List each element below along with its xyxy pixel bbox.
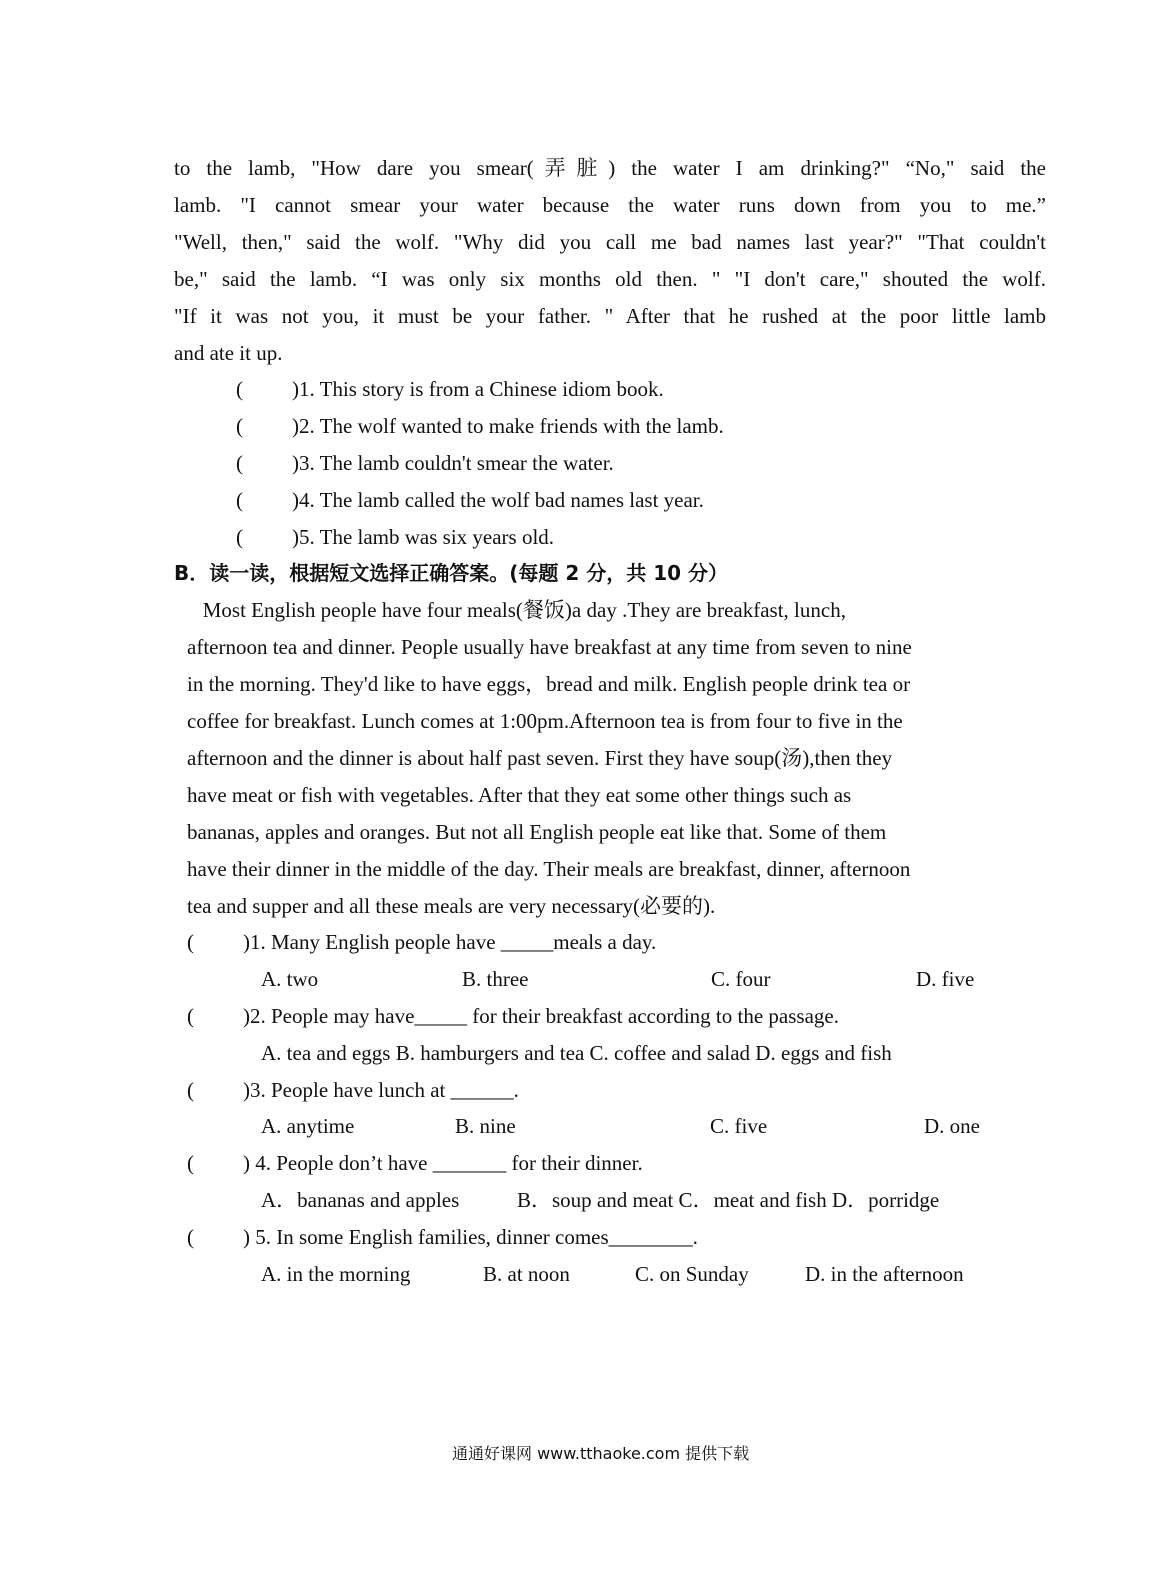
passage-a-line: be," said the lamb. “I was only six months old then. " "I don't care," shouted the wolf. <box>174 267 1046 291</box>
passage-b-line: afternoon and the dinner is about half past seven. First they have soup(汤),then they <box>187 746 893 770</box>
page-footer: 通通好课网 www.tthaoke.com 提供下载 <box>452 1444 750 1463</box>
section-b-heading: B．读一读，根据短文选择正确答案。(每题 2 分，共 10 分） <box>174 561 728 585</box>
passage-b <box>187 592 1047 925</box>
passage-a <box>174 150 1046 372</box>
option-b: B. nine <box>455 1114 516 1138</box>
question-text: ) 4. People don’t have _______ for their dinner. <box>243 1151 643 1175</box>
question-4: ( ) 4. People don’t have _______ for their dinner. <box>187 1151 643 1175</box>
passage-b-line: tea and supper and all these meals are very necessary(必要的). <box>187 894 716 918</box>
options-bcd: B．soup and meat C．meat and fish D．porridge <box>517 1188 940 1212</box>
option-d: D. in the afternoon <box>805 1262 964 1286</box>
passage-b-line: have their dinner in the middle of the day. Their meals are breakfast, dinner, afternoon <box>187 857 911 881</box>
passage-b-line: bananas, apples and oranges. But not all English people eat like that. Some of them <box>187 820 887 844</box>
option-a: A. two <box>261 967 319 991</box>
option-a: A. anytime <box>261 1114 355 1138</box>
true-false-text: )1. This story is from a Chinese idiom book. <box>292 377 664 401</box>
true-false-item-5: ( )5. The lamb was six years old. <box>236 525 555 549</box>
question-5: ( ) 5. In some English families, dinner comes________. <box>187 1225 698 1249</box>
passage-b-line: coffee for breakfast. Lunch comes at 1:00pm.Afternoon tea is from four to five in the <box>187 709 903 733</box>
option-c: C. four <box>711 967 771 991</box>
question-3: ( )3. People have lunch at ______. <box>187 1078 519 1102</box>
passage-b-line: in the morning. They'd like to have eggs，bread and milk. English people drink tea or <box>187 672 911 696</box>
passage-b-line: Most English people have four meals(餐饭)a day .They are breakfast, lunch, <box>187 598 846 622</box>
option-d: D. one <box>924 1114 980 1138</box>
question-text: )3. People have lunch at ______. <box>243 1078 519 1102</box>
passage-b-line: afternoon tea and dinner. People usually have breakfast at any time from seven to nine <box>187 635 912 659</box>
question-text: ) 5. In some English families, dinner comes________. <box>243 1225 698 1249</box>
passage-a-line: to the lamb, "How dare you smear(弄脏) the water I am drinking?" “No," said the <box>174 156 1046 180</box>
true-false-item-2: ( )2. The wolf wanted to make friends with the lamb. <box>236 414 724 438</box>
option-a: A. in the morning <box>261 1262 411 1286</box>
option-b: B. three <box>462 967 529 991</box>
question-text: )1. Many English people have _____meals a day. <box>243 930 657 954</box>
passage-a-line: "Well, then," said the wolf. "Why did you call me bad names last year?" "That couldn't <box>174 230 1046 254</box>
options-line: A. tea and eggs B. hamburgers and tea C. coffee and salad D. eggs and fish <box>261 1041 892 1065</box>
true-false-item-1: ( )1. This story is from a Chinese idiom book. <box>236 377 664 401</box>
true-false-text: )4. The lamb called the wolf bad names last year. <box>292 488 704 512</box>
passage-a-line: and ate it up. <box>174 341 283 365</box>
question-text: )2. People may have_____ for their breakfast according to the passage. <box>243 1004 839 1028</box>
question-2: ( )2. People may have_____ for their breakfast according to the passage. <box>187 1004 839 1028</box>
option-c: C. on Sunday <box>635 1262 749 1286</box>
true-false-text: )2. The wolf wanted to make friends with the lamb. <box>292 414 724 438</box>
passage-a-line: lamb. "I cannot smear your water because the water runs down from you to me.” <box>174 193 1046 217</box>
option-d: D. five <box>916 967 975 991</box>
option-b: B. at noon <box>483 1262 570 1286</box>
passage-b-line: have meat or fish with vegetables. After that they eat some other things such as <box>187 783 852 807</box>
true-false-text: )5. The lamb was six years old. <box>292 525 555 549</box>
option-c: C. five <box>710 1114 768 1138</box>
question-1: ( )1. Many English people have _____meals a day. <box>187 930 657 954</box>
true-false-item-4: ( )4. The lamb called the wolf bad names last year. <box>236 488 704 512</box>
passage-a-line: "If it was not you, it must be your father. " After that he rushed at the poor little lamb <box>174 304 1046 328</box>
true-false-item-3: ( )3. The lamb couldn't smear the water. <box>236 451 614 475</box>
option-a: A．bananas and apples <box>261 1188 460 1212</box>
true-false-text: )3. The lamb couldn't smear the water. <box>292 451 614 475</box>
